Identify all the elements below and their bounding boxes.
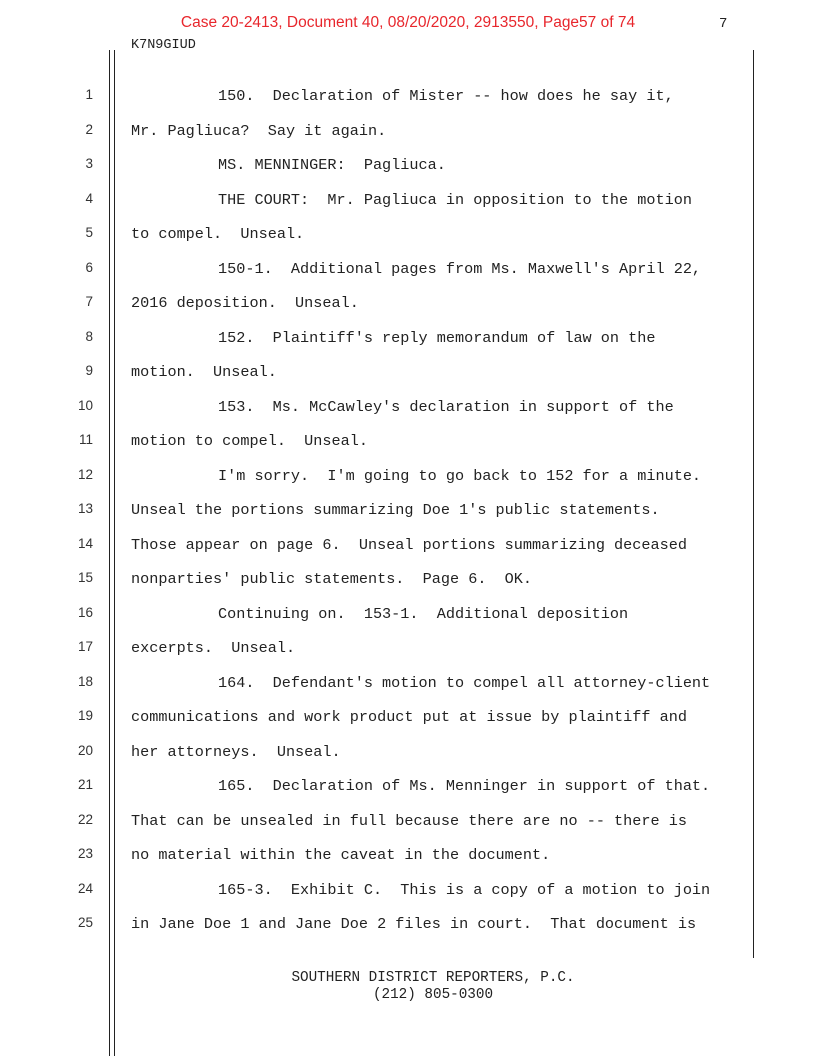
- line-number: 5: [85, 225, 93, 240]
- transcript-line: [0, 561, 816, 596]
- transcript-line: [0, 354, 816, 389]
- line-text: 164. Defendant's motion to compel all attorney-client: [218, 673, 711, 692]
- line-number: 21: [77, 777, 93, 792]
- line-text: 150. Declaration of Mister -- how does he say it,: [218, 87, 674, 105]
- line-number: 6: [85, 259, 93, 275]
- line-number: 22: [77, 811, 93, 827]
- line-text: That can be unsealed in full because there are no -- there is: [131, 811, 687, 830]
- line-number: 9: [85, 363, 93, 378]
- line-number: 13: [77, 501, 93, 516]
- page-footer: [0, 970, 816, 1004]
- line-text: THE COURT: Mr. Pagliuca in opposition to the motion: [218, 190, 692, 209]
- line-number: 14: [77, 535, 93, 551]
- line-number: 25: [77, 915, 93, 930]
- line-text: motion. Unseal.: [131, 363, 277, 381]
- line-text: 2016 deposition. Unseal.: [131, 294, 359, 312]
- transcript-line: [0, 285, 816, 320]
- transcript-line: [0, 320, 816, 355]
- line-number: 2: [85, 121, 93, 137]
- line-text: no material within the caveat in the document.: [131, 846, 551, 864]
- line-text: 165. Declaration of Ms. Menninger in support of that.: [218, 777, 711, 795]
- line-text: Unseal the portions summarizing Doe 1's public statements.: [131, 501, 660, 519]
- line-number: 24: [77, 880, 93, 896]
- transcript-line: [0, 216, 816, 251]
- transcript-line: [0, 492, 816, 527]
- line-number: 3: [85, 156, 93, 171]
- line-number: 16: [77, 604, 93, 620]
- line-text: in Jane Doe 1 and Jane Doe 2 files in court. That document is: [131, 915, 697, 933]
- line-text: 153. Ms. McCawley's declaration in support of the: [218, 397, 674, 416]
- transcript-line: [0, 665, 816, 700]
- case-caption-code: K7N9GIUD: [131, 38, 196, 53]
- line-text: 165-3. Exhibit C. This is a copy of a motion to join: [218, 880, 711, 899]
- line-number: 20: [77, 742, 93, 758]
- line-number: 15: [77, 570, 93, 585]
- case-header: Case 20-2413, Document 40, 08/20/2020, 2913550, Page57 of 74: [180, 14, 636, 31]
- line-text: her attorneys. Unseal.: [131, 742, 341, 761]
- line-number: 10: [77, 397, 93, 413]
- transcript-line: [0, 458, 816, 493]
- transcript-line: [0, 803, 816, 838]
- transcript-line: [0, 389, 816, 424]
- line-number: 4: [85, 190, 93, 206]
- transcript-line: [0, 527, 816, 562]
- transcript-line: [0, 78, 816, 113]
- transcript-line: [0, 906, 816, 941]
- line-number: 12: [77, 466, 93, 482]
- line-text: to compel. Unseal.: [131, 225, 305, 243]
- transcript-line: [0, 596, 816, 631]
- line-text: nonparties' public statements. Page 6. OK.: [131, 570, 533, 588]
- line-text: 152. Plaintiff's reply memorandum of law on the: [218, 328, 656, 347]
- line-text: excerpts. Unseal.: [131, 639, 296, 657]
- line-text: 150-1. Additional pages from Ms. Maxwell's April 22,: [218, 259, 702, 278]
- line-text: I'm sorry. I'm going to go back to 152 for a minute.: [218, 466, 702, 485]
- footer-phone: (212) 805-0300: [372, 987, 494, 1003]
- transcript-line: [0, 113, 816, 148]
- transcript-line: [0, 768, 816, 803]
- line-number: 8: [85, 328, 93, 344]
- transcript-line: [0, 182, 816, 217]
- transcript-line: [0, 734, 816, 769]
- page-number: 7: [719, 16, 728, 32]
- line-text: motion to compel. Unseal.: [131, 432, 368, 450]
- line-text: MS. MENNINGER: Pagliuca.: [218, 156, 446, 174]
- line-number: 7: [85, 294, 93, 309]
- line-number: 1: [85, 87, 93, 102]
- transcript-line: [0, 147, 816, 182]
- line-text: Mr. Pagliuca? Say it again.: [131, 121, 387, 140]
- line-text: communications and work product put at issue by plaintiff and: [131, 708, 687, 726]
- footer-reporter: SOUTHERN DISTRICT REPORTERS, P.C.: [291, 970, 575, 986]
- transcript-line: [0, 837, 816, 872]
- transcript-line: [0, 699, 816, 734]
- line-number: 19: [77, 708, 93, 723]
- line-number: 11: [78, 432, 93, 447]
- transcript-line: [0, 872, 816, 907]
- line-number: 23: [77, 846, 93, 861]
- transcript-line: [0, 251, 816, 286]
- line-number: 18: [77, 673, 93, 689]
- line-text: Those appear on page 6. Unseal portions summarizing deceased: [131, 535, 687, 554]
- line-text: Continuing on. 153-1. Additional deposition: [218, 604, 629, 623]
- transcript-line: [0, 630, 816, 665]
- line-number: 17: [77, 639, 93, 654]
- transcript-line: [0, 423, 816, 458]
